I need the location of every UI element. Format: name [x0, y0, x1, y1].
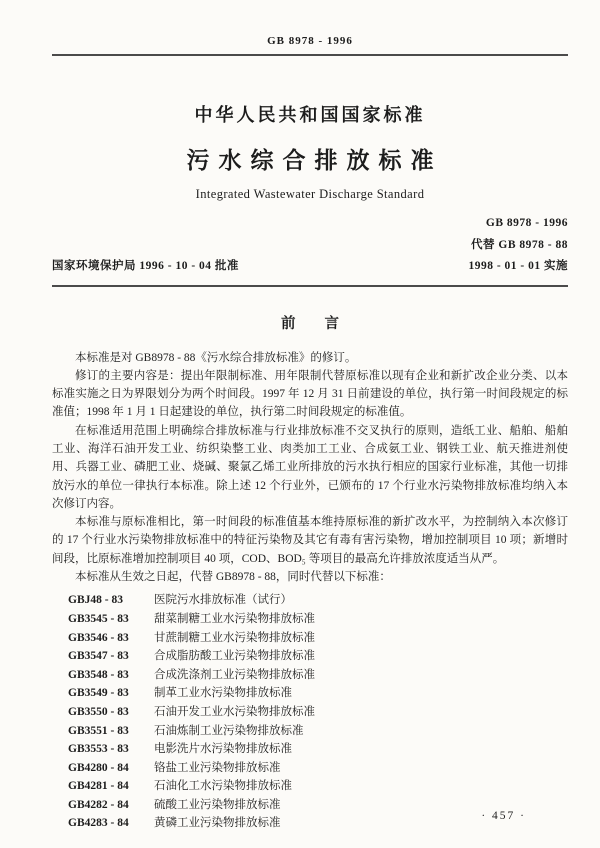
list-item [52, 759, 568, 778]
standard-list-code: GB3550 - 83 [68, 705, 129, 718]
national-standard-label: 中华人民共和国国家标准 [194, 105, 426, 125]
list-item [52, 722, 568, 741]
standard-meta-block [468, 213, 568, 278]
standard-list-title: 硫酸工业污染物排放标准 [154, 798, 281, 811]
standard-list-title: 制革工业水污染物排放标准 [154, 687, 292, 700]
standard-list-code: GB4283 - 84 [68, 817, 129, 830]
standard-list-title: 电影洗片水污染物排放标准 [154, 743, 292, 756]
standard-list-title: 合成洗涤剂工业污染物排放标准 [154, 668, 315, 681]
approval-meta-row [52, 213, 568, 278]
standard-list-title: 甘蔗制糖工业水污染物排放标准 [154, 631, 315, 644]
standard-list-code: GB3551 - 83 [68, 724, 129, 737]
standard-list-code: GB4280 - 84 [68, 761, 129, 774]
list-item [52, 703, 568, 722]
standard-list-code: GB3547 - 83 [68, 650, 129, 663]
standard-list-title: 医院污水排放标准（试行） [154, 594, 292, 607]
list-item [52, 629, 568, 648]
standard-list-code: GB4282 - 84 [68, 798, 129, 811]
standard-code: GB 8978 - 1996 [485, 217, 568, 229]
standard-list-code: GB3545 - 83 [68, 612, 129, 625]
approval-authority: 国家环境保护局 1996 - 10 - 04 批准 [52, 260, 239, 272]
effective-date: 1998 - 01 - 01 实施 [468, 260, 568, 272]
list-item [52, 647, 568, 666]
header-divider [52, 54, 568, 56]
standard-list-title: 石油炼制工业污染物排放标准 [154, 724, 304, 737]
standard-list-code: GBJ48 - 83 [68, 594, 123, 607]
list-item [52, 684, 568, 703]
standard-list-code: GB3549 - 83 [68, 687, 129, 700]
list-item [52, 740, 568, 759]
replaced-standards-list [52, 591, 568, 833]
standard-list-title: 石油开发工业水污染物排放标准 [154, 705, 315, 718]
standard-list-title: 合成脂肪酸工业污染物排放标准 [154, 650, 315, 663]
standard-title-cn: 污水综合排放标准 [186, 147, 443, 173]
standard-title-en: Integrated Wastewater Discharge Standard [195, 187, 425, 201]
foreword-body [52, 349, 568, 587]
replaces-code: 代替 GB 8978 - 88 [471, 238, 568, 251]
list-item [52, 591, 568, 610]
list-item [52, 777, 568, 796]
list-item [52, 610, 568, 629]
title-block-divider [52, 285, 568, 287]
running-header-standard-code: GB 8978 - 1996 [267, 35, 353, 47]
list-item [52, 666, 568, 685]
standard-list-title: 黄磷工业污染物排放标准 [154, 817, 281, 830]
foreword-heading: 前 言 [281, 315, 339, 332]
standard-list-title: 石油化工水污染物排放标准 [154, 780, 292, 793]
standard-list-code: GB3548 - 83 [68, 668, 129, 681]
page-number: · 457 · [481, 810, 526, 822]
standard-list-code: GB3553 - 83 [68, 743, 129, 756]
foreword-paragraph: 本标准与原标准相比，第一时间段的标准值基本维持原标准的新扩改水平，为控制纳入本次修订的 17 个行业水污染物排放标准中的特征污染物及其它有毒有害污染物，增加控制项目 10 项；新增时间段，比原标准增加控制项目 40 项，COD、BOD₅ 等项目的最高允许排放浓度适当从严。 [52, 516, 568, 565]
foreword-paragraph: 修订的主要内容是：提出年限制标准、用年限制代替原标准以现有企业和新扩改企业分类、以本标准实施之日为界限划分为两个时间段。1997 年 12 月 31 日前建设的单位，执行第一时间段规定的标准值；1998 年 1 月 1 日起建设的单位，执行第二时间段规定的标准值。 [52, 369, 568, 419]
standard-list-title: 甜菜制糖工业水污染物排放标准 [154, 612, 315, 625]
standard-list-code: GB4281 - 84 [68, 780, 129, 793]
foreword-paragraph: 本标准从生效之日起，代替 GB8978 - 88，同时代替以下标准： [75, 571, 391, 584]
foreword-paragraph: 在标准适用范围上明确综合排放标准与行业排放标准不交叉执行的原则，造纸工业、船舶、船舶工业、海洋石油开发工业、纺织染整工业、肉类加工工业、合成氨工业、钢铁工业、航天推进剂使用、兵器工业、磷肥工业、烧碱、聚氯乙烯工业所排放的污水执行相应的国家行业标准，其他一切排放污水的单位一律执行本标准。除上述 12 个行业外，已颁布的 17 个行业水污染物排放标准均纳入本次修订内容。 [52, 424, 568, 510]
foreword-paragraph: 本标准是对 GB8978 - 88《污水综合排放标准》的修订。 [75, 351, 357, 364]
standard-list-title: 铬盐工业污染物排放标准 [154, 761, 281, 774]
standard-list-code: GB3546 - 83 [68, 631, 129, 644]
